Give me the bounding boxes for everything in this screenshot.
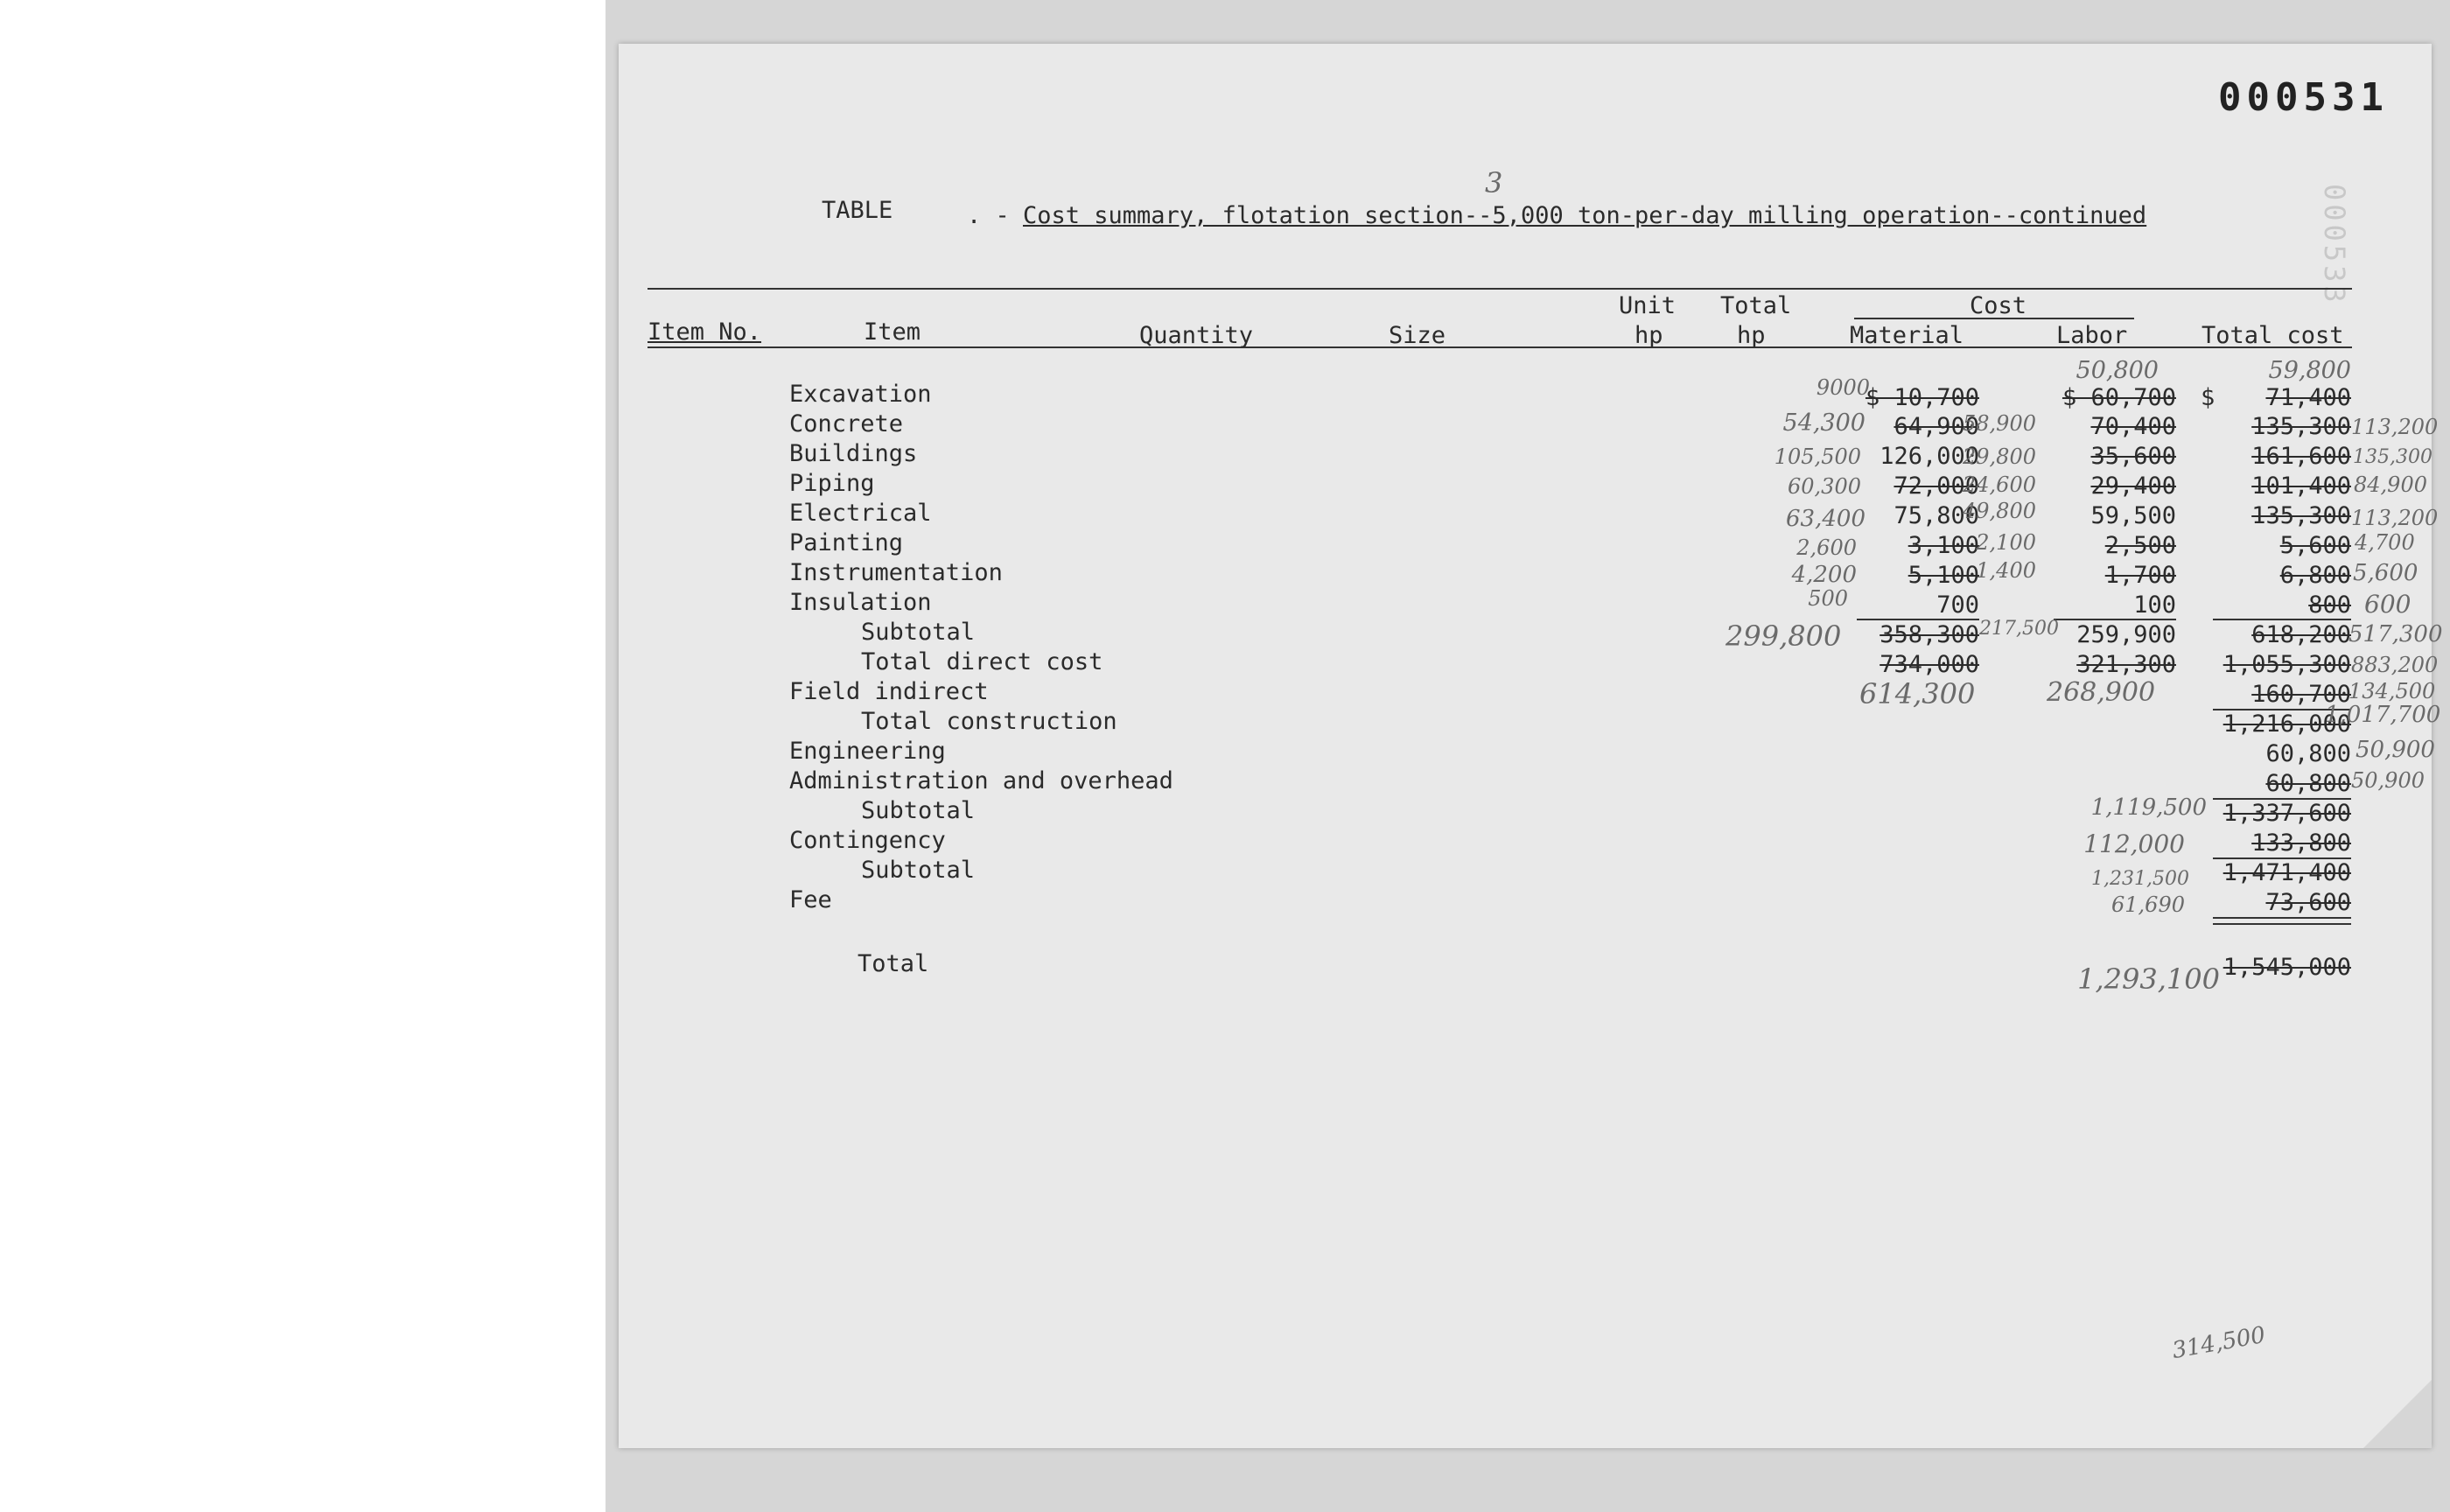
row-total-hw: 600 [2364, 590, 2412, 619]
row-labor-hw: 1,119,500 [2090, 794, 2207, 821]
row-total: 135,300 [2251, 502, 2351, 529]
header-total-hp: hp [1737, 322, 1766, 349]
row-item: Subtotal [861, 797, 976, 824]
row-total-hw: 113,200 [2351, 415, 2439, 439]
row-total: 60,800 [2265, 770, 2351, 797]
labor-subtotal-rule [2054, 619, 2176, 620]
row-labor: 2,500 [2104, 532, 2176, 559]
header-unit: Unit [1619, 292, 1676, 319]
table-label: TABLE [822, 197, 893, 224]
row-material-hw: 2,600 [1796, 536, 1857, 560]
row-total-hw: 5,600 [2353, 560, 2418, 586]
header-quantity: Quantity [1139, 322, 1254, 349]
table-title: Cost summary, flotation section--5,000 ton-per-day milling operation--continued [1023, 202, 2147, 229]
row-item: Engineering [789, 738, 946, 765]
row-item: Piping [789, 470, 875, 497]
row-total: 160,700 [2251, 681, 2351, 708]
row-total: 133,800 [2251, 830, 2351, 857]
row-labor-hw: 112,000 [2083, 830, 2185, 858]
row-item: Contingency [789, 827, 946, 854]
row-material: 3,100 [1908, 532, 1979, 559]
row-total-hw: 4,700 [2355, 530, 2415, 555]
header-size: Size [1389, 322, 1446, 349]
row-material-hw: 4,200 [1791, 562, 1857, 588]
row-material-hw-2: 614,300 [1859, 677, 1976, 710]
row-item: Concrete [789, 410, 904, 438]
row-item: Insulation [789, 589, 932, 616]
row-material: 75,800 [1894, 502, 1979, 529]
row-item: Instrumentation [789, 559, 1003, 586]
row-total-hw: 50,900 [2356, 737, 2435, 763]
row-total: 1,216,000 [2222, 710, 2351, 738]
row-total: 161,600 [2251, 443, 2351, 470]
row-item: Administration and overhead [789, 767, 1173, 794]
row-material-hw: 54,300 [1782, 410, 1866, 437]
row-material-hw: 9000 [1816, 375, 1870, 400]
row-material: 64,900 [1894, 413, 1979, 440]
material-subtotal-rule [1857, 619, 1979, 620]
header-top-rule [648, 288, 2352, 290]
row-labor-hw: 29,800 [1963, 444, 2036, 469]
header-item-no: Item No. [648, 318, 762, 346]
document-page [619, 44, 2443, 1448]
row-labor-hw-2: 268,900 [2047, 677, 2156, 708]
row-item: Total direct cost [861, 648, 1103, 676]
row-labor-hw: 217,500 [1979, 618, 2059, 640]
row-labor-hw: 1,293,100 [2077, 962, 2220, 996]
total-subtotal-rule [2213, 619, 2351, 620]
row-item: Painting [789, 529, 904, 556]
title-dot-dash: . - [967, 202, 1010, 229]
row-labor: 321,300 [2076, 651, 2176, 678]
row-total-hw: 113,200 [2351, 506, 2439, 530]
row-material: 358,300 [1880, 621, 1979, 648]
row-total: 618,200 [2251, 621, 2351, 648]
header-total-cost: Total cost [2202, 322, 2344, 349]
bottom-handwritten-note: 314,500 [2170, 1321, 2268, 1365]
row-total: 1,471,400 [2222, 859, 2351, 886]
header-material: Material [1850, 322, 1964, 349]
row-material: 72,000 [1894, 472, 1979, 500]
row-labor: 59,500 [2090, 502, 2176, 529]
title-correction: 3 [1485, 166, 1503, 200]
row-material: 734,000 [1880, 651, 1979, 678]
row-labor-hw: 1,400 [1976, 558, 2036, 583]
row-total-hw: 84,900 [2354, 472, 2427, 497]
row-item: Total construction [861, 708, 1117, 735]
row-total-hw: 883,200 [2351, 653, 2439, 677]
row-item: Subtotal [861, 857, 976, 884]
row-total-hw: 59,800 [2268, 357, 2351, 384]
row-total: 101,400 [2251, 472, 2351, 500]
row-labor-hw: 1,231,500 [2091, 868, 2189, 890]
row-total: 800 [2308, 592, 2351, 619]
row-total: 1,337,600 [2222, 800, 2351, 827]
row-labor-hw: 50,800 [2076, 357, 2159, 384]
vertical-stamp: 000533 [2318, 184, 2351, 306]
row-material-hw: 299,800 [1726, 620, 1842, 653]
row-total: 60,800 [2265, 740, 2351, 767]
row-labor-hw: 2,100 [1976, 530, 2036, 555]
row-labor-hw: 61,690 [2111, 892, 2185, 917]
row-item: Total [858, 950, 929, 977]
row-material-hw: 63,400 [1786, 506, 1866, 532]
row-total-hw: 134,500 [2348, 679, 2436, 704]
document-number: 000531 [2218, 75, 2389, 120]
row-material: 5,100 [1908, 562, 1979, 589]
row-labor: 100 [2133, 592, 2176, 619]
row-labor: 259,900 [2076, 621, 2176, 648]
row-item: Electrical [789, 500, 932, 527]
row-total: 1,545,000 [2222, 954, 2351, 981]
row-total-hw: 1,017,700 [2325, 702, 2441, 728]
row-total: 6,800 [2279, 562, 2351, 589]
row-total: 71,400 [2265, 384, 2351, 411]
header-total: Total [1720, 292, 1792, 319]
header-cost: Cost [1970, 292, 2027, 319]
row-material-hw: 60,300 [1788, 474, 1861, 499]
header-item: Item [864, 318, 921, 346]
row-item: Excavation [789, 381, 932, 408]
row-item: Buildings [789, 440, 918, 467]
row-item: Fee [789, 886, 832, 914]
row-total-dollar: $ [2201, 384, 2216, 411]
fee-double-rule [2213, 917, 2351, 925]
row-labor-hw: 58,900 [1963, 411, 2036, 436]
row-material: 126,000 [1880, 443, 1979, 470]
row-total-hw: 517,300 [2348, 621, 2443, 648]
row-material-hw: 105,500 [1774, 444, 1861, 469]
row-total-hw: 135,300 [2353, 446, 2432, 468]
row-labor-hw: 24,600 [1963, 472, 2036, 497]
row-total: 1,055,300 [2222, 651, 2351, 678]
folded-corner [2363, 1380, 2432, 1448]
row-total: 135,300 [2251, 413, 2351, 440]
row-total-hw: 50,900 [2351, 768, 2425, 793]
header-unit-hp: hp [1634, 322, 1663, 349]
row-material: $ 10,700 [1865, 384, 1979, 411]
row-labor: 70,400 [2090, 413, 2176, 440]
row-labor: 1,700 [2104, 562, 2176, 589]
row-labor: 35,600 [2090, 443, 2176, 470]
row-labor: 29,400 [2090, 472, 2176, 500]
row-material: 700 [1936, 592, 1979, 619]
row-material-hw: 500 [1808, 586, 1848, 611]
row-item: Subtotal [861, 619, 976, 646]
row-labor-hw: 49,800 [1963, 499, 2036, 523]
row-item: Field indirect [789, 678, 989, 705]
row-total: 5,600 [2279, 532, 2351, 559]
row-labor: $ 60,700 [2062, 384, 2176, 411]
row-total: 73,600 [2265, 889, 2351, 916]
header-labor: Labor [2056, 322, 2128, 349]
